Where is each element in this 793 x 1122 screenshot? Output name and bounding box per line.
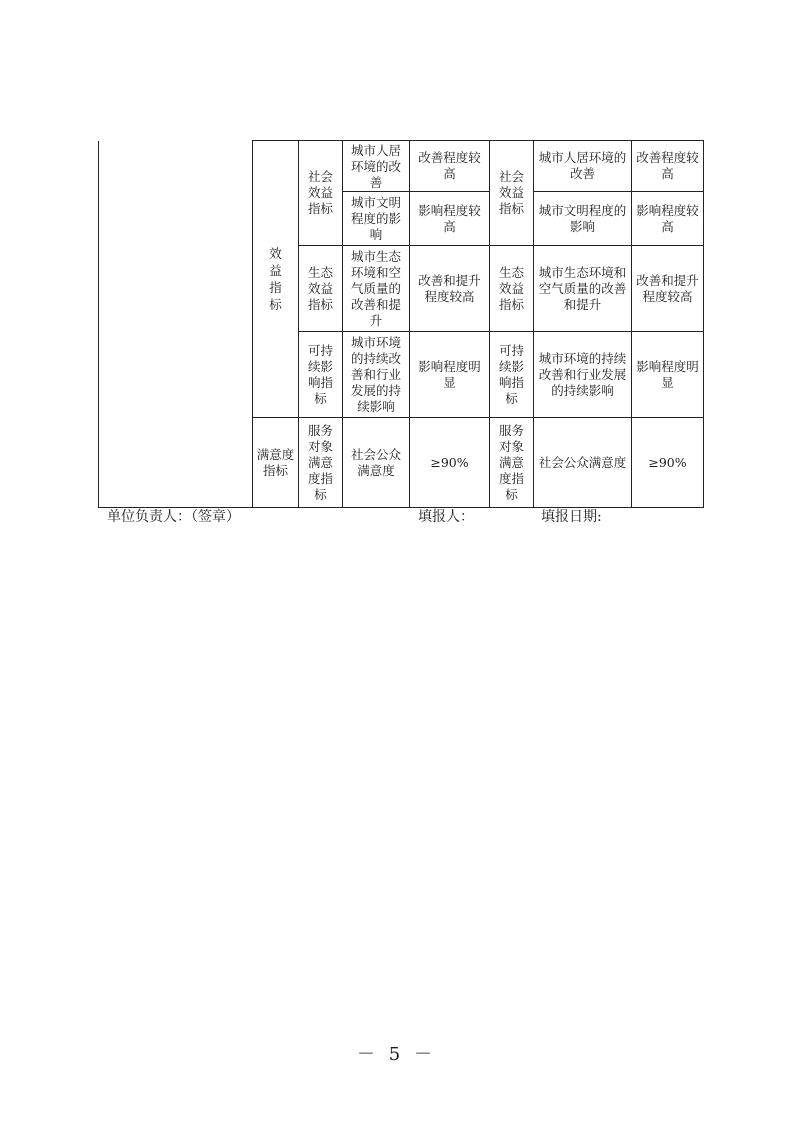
- indicator-value: ≥90%: [648, 454, 687, 470]
- fill-date-label: 填报日期:: [541, 509, 602, 525]
- indicator-value-cell: [632, 332, 704, 418]
- category-cell: [490, 418, 534, 508]
- category-label: 生态效益指标: [307, 264, 333, 312]
- category-label: 生态效益指标: [498, 264, 524, 312]
- category-cell: [299, 246, 343, 332]
- indicator-value-cell: [410, 141, 490, 192]
- satisfaction-group-label: 满意度指标: [256, 446, 295, 478]
- indicator-value: ≥90%: [430, 454, 469, 470]
- category-cell: [299, 418, 343, 508]
- category-label: 服务对象满意度指标: [307, 422, 333, 502]
- indicator-name-cell: [534, 418, 632, 508]
- benefit-group-cell: [253, 141, 299, 418]
- indicator-value: 改善程度较高: [418, 150, 481, 181]
- indicator-name-cell: [343, 246, 410, 332]
- benefit-group-label: 效益指标: [269, 246, 282, 312]
- indicator-value: 改善和提升程度较高: [418, 272, 481, 304]
- category-cell: [490, 246, 534, 332]
- indicator-value-cell: [410, 246, 490, 332]
- indicator-value: 影响程度较高: [636, 202, 699, 234]
- indicator-value-cell: [410, 192, 490, 246]
- indicator-value-cell: [632, 418, 704, 508]
- category-cell: [490, 141, 534, 246]
- indicator-value-cell: [410, 332, 490, 418]
- indicator-name: 城市文明程度的影响: [538, 202, 627, 234]
- indicator-value: 影响程度明显: [418, 358, 481, 390]
- indicator-name: 社会公众满意度: [538, 454, 627, 470]
- indicator-value-cell: [632, 141, 704, 192]
- indicator-name-cell: [534, 192, 632, 246]
- indicator-name-cell: [534, 332, 632, 418]
- performance-table: [98, 140, 704, 508]
- indicator-name: 城市人居环境的改善: [350, 143, 401, 190]
- indicator-value: 影响程度明显: [636, 358, 699, 390]
- indicator-name-cell: [534, 246, 632, 332]
- page-number: － 5 －: [357, 1044, 436, 1065]
- indicator-name: 城市人居环境的改善: [538, 150, 627, 181]
- satisfaction-group-cell: [253, 418, 299, 508]
- indicator-value-cell: [632, 192, 704, 246]
- indicator-value: 改善程度较高: [636, 150, 699, 181]
- indicator-name: 社会公众满意度: [350, 446, 401, 478]
- blank-first-column: [99, 141, 253, 508]
- indicator-name: 城市环境的持续改善和行业发展的持续影响: [538, 350, 627, 398]
- category-cell: [299, 332, 343, 418]
- indicator-value: 影响程度较高: [418, 202, 481, 234]
- category-cell: [299, 141, 343, 246]
- indicator-value-cell: [410, 418, 490, 508]
- indicator-name-cell: [534, 141, 632, 192]
- indicator-value: 改善和提升程度较高: [636, 272, 699, 304]
- indicator-name-cell: [343, 332, 410, 418]
- category-label: 社会效益指标: [498, 169, 524, 216]
- indicator-name: 城市文明程度的影响: [350, 194, 401, 242]
- category-label: 服务对象满意度指标: [498, 422, 524, 502]
- category-label: 可持续影响指标: [498, 342, 524, 406]
- indicator-name: 城市环境的持续改善和行业发展的持续影响: [350, 334, 401, 414]
- indicator-value-cell: [632, 246, 704, 332]
- filler-label: 填报人：: [418, 509, 474, 525]
- unit-head-signature-label: 单位负责人：（签章）: [107, 509, 240, 525]
- indicator-name: 城市生态环境和空气质量的改善和提升: [538, 264, 627, 312]
- category-label: 可持续影响指标: [307, 342, 333, 406]
- indicator-name-cell: [343, 418, 410, 508]
- indicator-name: 城市生态环境和空气质量的改善和提升: [350, 248, 401, 328]
- category-cell: [490, 332, 534, 418]
- category-label: 社会效益指标: [307, 169, 333, 216]
- indicator-name-cell: [343, 192, 410, 246]
- indicator-name-cell: [343, 141, 410, 192]
